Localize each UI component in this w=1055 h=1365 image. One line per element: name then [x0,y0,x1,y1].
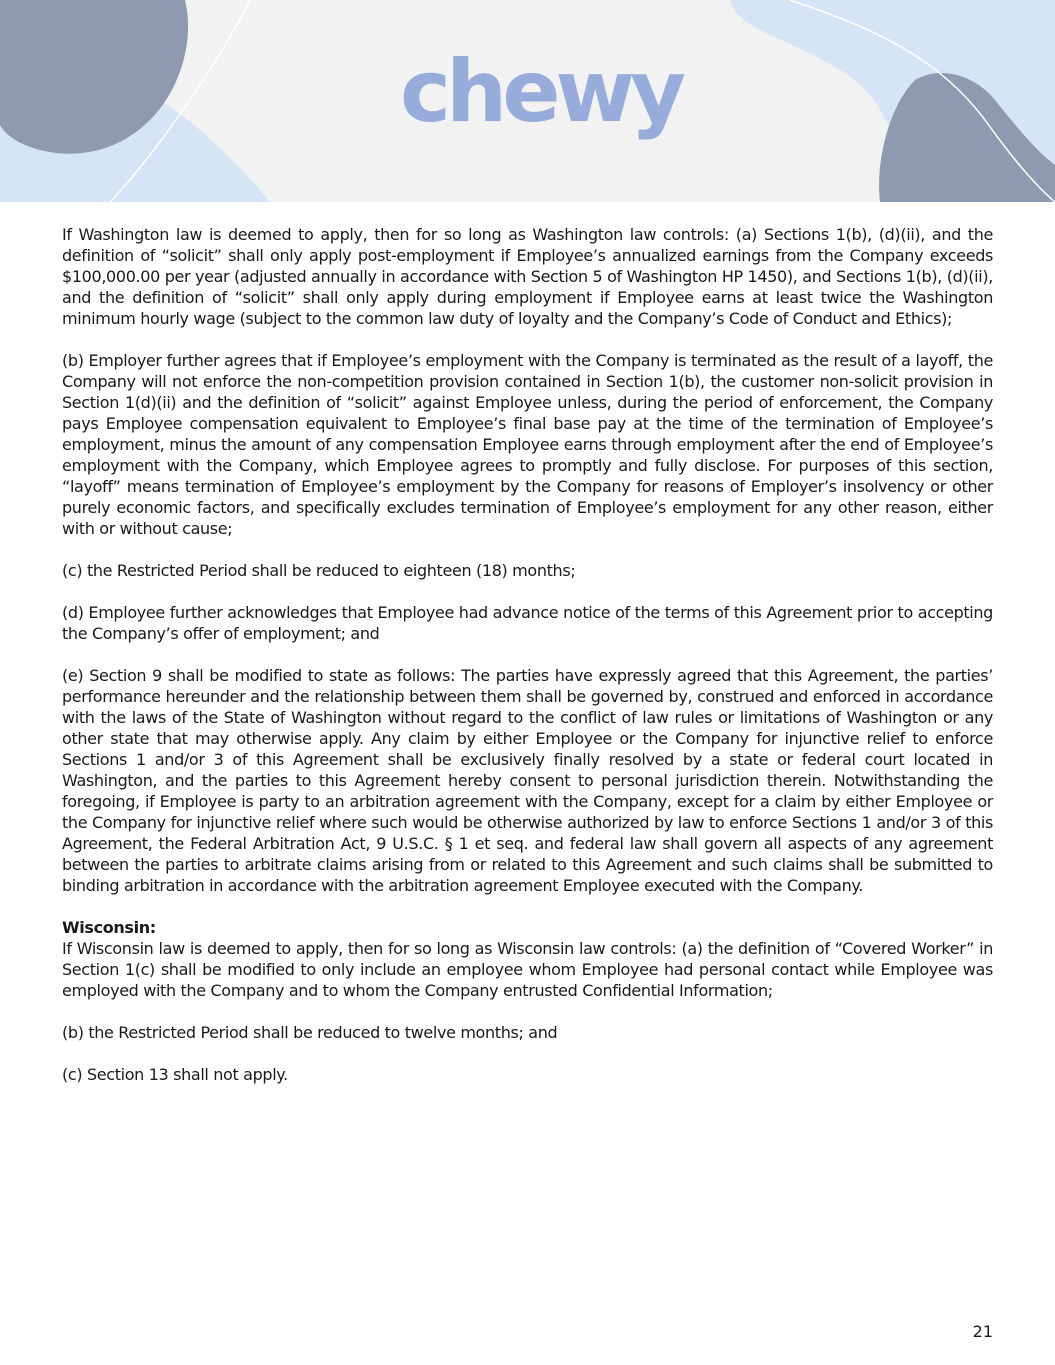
page-header-banner [0,0,1055,202]
page-number: 21 [972,1322,993,1341]
wisconsin-paragraph-c: (c) Section 13 shall not apply. [62,1065,288,1084]
washington-paragraph-b: (b) Employer further agrees that if Employee’s employment with the Company is terminated as the result of a layoff, the Company will not enforce the non-competition provision contained in Section 1(b), the customer non-solicit provision in Section 1(d)(ii) and the definition of “solicit” against Employee unless, during the period of enforcement, the Company pays Employee compensation equivalent to Employee’s final base pay at the time of the termination of Employee’s employment, minus the amount of any compensation Employee earns through employment after the end of Employee’s employment with the Company, which Employee agrees to promptly and fully disclose. For purposes of this section, “layoff” means termination of Employee’s employment by the Company for reasons of Employer’s insolvency or other purely economic factors, and specifically excludes termination of Employee’s employment for any other reason, either with or without cause; [62,351,993,538]
chewy-logo: chewy [400,42,682,142]
washington-paragraph-e: (e) Section 9 shall be modified to state as follows: The parties have expressly agreed that this Agreement, the parties’ performance hereunder and the relationship between them shall be governed by, construed and enforced in accordance with the laws of the State of Washington without regard to the conflict of law rules or limitations of Washington or any other state that may otherwise apply. Any claim by either Employee or the Company for injunctive relief to enforce Sections 1 and/or 3 of this Agreement shall be exclusively finally resolved by a state or federal court located in Washington, and the parties to this Agreement hereby consent to personal jurisdiction therein. Notwithstanding the foregoing, if Employee is party to an arbitration agreement with the Company, except for a claim by either Employee or the Company for injunctive relief where such would be otherwise authorized by law to enforce Sections 1 and/or 3 of this Agreement, the Federal Arbitration Act, 9 U.S.C. § 1 et seq. and federal law shall govern all aspects of any agreement between the parties to arbitrate claims arising from or related to this Agreement and such claims shall be submitted to binding arbitration in accordance with the arbitration agreement Employee executed with the Company. [62,666,993,895]
washington-paragraph-d: (d) Employee further acknowledges that Employee had advance notice of the terms of this Agreement prior to accepting the Company’s offer of employment; and [62,603,993,643]
wisconsin-paragraph-a: If Wisconsin law is deemed to apply, then for so long as Wisconsin law controls: (a) the definition of “Covered Worker” in Section 1(c) shall be modified to only include an employee whom Employee had personal contact while Employee was employed with the Company and to whom the Company entrusted Confidential Information; [62,939,993,1000]
washington-paragraph-c: (c) the Restricted Period shall be reduced to eighteen (18) months; [62,561,576,580]
document-body [62,224,993,1106]
wisconsin-heading: Wisconsin: [62,918,156,937]
wisconsin-paragraph-b: (b) the Restricted Period shall be reduced to twelve months; and [62,1023,558,1042]
washington-paragraph-a: If Washington law is deemed to apply, then for so long as Washington law controls: (a) Sections 1(b), (d)(ii), and the definition of “solicit” shall only apply post-employment if Employee’s annualized earnings from the Company exceeds $100,000.00 per year (adjusted annually in accordance with Section 5 of Washington HP 1450), and Sections 1(b), (d)(ii), and the definition of “solicit” shall only apply during employment if Employee earns at least twice the Washington minimum hourly wage (subject to the common law duty of loyalty and the Company’s Code of Conduct and Ethics); [62,225,993,328]
